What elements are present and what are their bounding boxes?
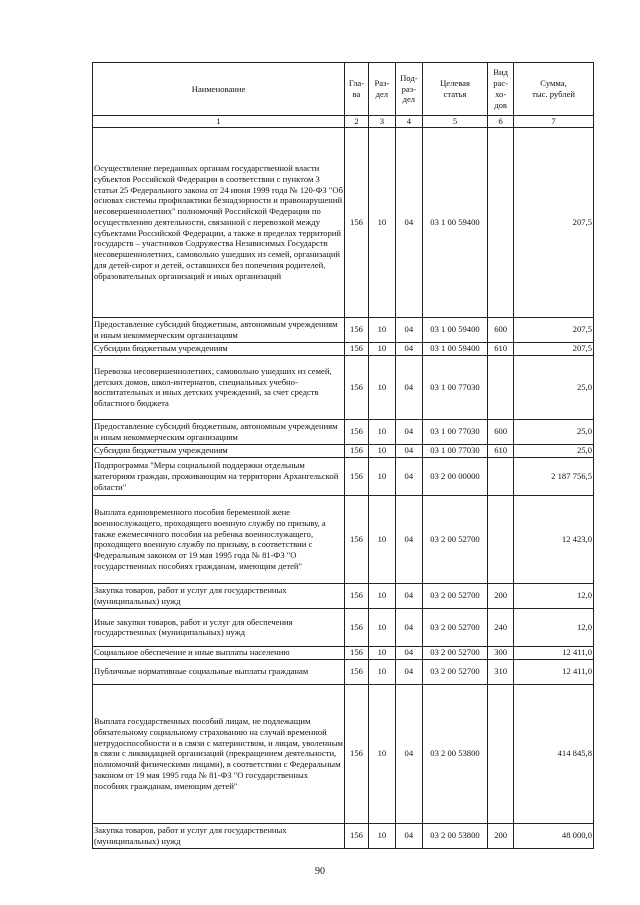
table-header-row [93,63,594,116]
row-subsection: 04 [395,444,422,457]
header-chapter: Гла- ва [345,63,369,116]
row-subsection: 04 [395,646,422,659]
row-name: Перевозка несовершеннолетних, самовольно ушедших из семей, детских домов, школ-интернатов, специальных учебно-воспитательных и иных детских учреждений, за счет средств областного бюджета [93,355,345,419]
row-sum: 25,0 [514,419,594,444]
row-subsection: 04 [395,659,422,684]
row-subsection: 04 [395,317,422,342]
row-subsection: 04 [395,684,422,823]
row-expense-type: 200 [488,583,514,608]
row-subsection: 04 [395,355,422,419]
row-expense-type: 600 [488,419,514,444]
row-subsection: 04 [395,127,422,317]
column-number: 7 [514,116,594,128]
row-sum: 12,0 [514,608,594,646]
row-expense-type: 600 [488,317,514,342]
table-row [93,457,594,495]
row-target: 03 1 00 77030 [422,419,487,444]
row-subsection: 04 [395,583,422,608]
row-name: Закупка товаров, работ и услуг для государственных (муниципальных) нужд [93,823,345,848]
row-target: 03 2 00 53800 [422,684,487,823]
row-chapter: 156 [345,659,369,684]
row-expense-type: 610 [488,444,514,457]
header-target: Целевая статья [422,63,487,116]
row-target: 03 2 00 53800 [422,823,487,848]
header-subsection: Под- раз- дел [395,63,422,116]
row-chapter: 156 [345,355,369,419]
row-target: 03 2 00 00000 [422,457,487,495]
row-chapter: 156 [345,457,369,495]
row-chapter: 156 [345,495,369,583]
column-number: 5 [422,116,487,128]
header-expense-type: Вид рас- хо- дов [488,63,514,116]
row-expense-type: 200 [488,823,514,848]
row-target: 03 2 00 52700 [422,583,487,608]
row-chapter: 156 [345,419,369,444]
header-section: Раз- дел [368,63,395,116]
row-subsection: 04 [395,823,422,848]
row-section: 10 [368,127,395,317]
row-expense-type: 310 [488,659,514,684]
row-target: 03 1 00 59400 [422,317,487,342]
row-target: 03 1 00 59400 [422,342,487,355]
row-target: 03 1 00 77030 [422,355,487,419]
table-row [93,419,594,444]
row-section: 10 [368,444,395,457]
column-number: 2 [345,116,369,128]
row-chapter: 156 [345,646,369,659]
row-chapter: 156 [345,608,369,646]
row-expense-type: 240 [488,608,514,646]
row-section: 10 [368,342,395,355]
row-chapter: 156 [345,317,369,342]
row-sum: 25,0 [514,444,594,457]
row-subsection: 04 [395,457,422,495]
row-name: Предоставление субсидий бюджетным, автономным учреждениям и иным некоммерческим организациям [93,317,345,342]
row-sum: 12 411,0 [514,659,594,684]
row-target: 03 2 00 52700 [422,495,487,583]
row-subsection: 04 [395,608,422,646]
table-row [93,684,594,823]
row-target: 03 1 00 59400 [422,127,487,317]
row-target: 03 1 00 77030 [422,444,487,457]
table-row [93,646,594,659]
row-section: 10 [368,608,395,646]
row-sum: 12 411,0 [514,646,594,659]
row-name: Выплата государственных пособий лицам, не подлежащим обязательному социальному страхованию на случай временной нетрудоспособности и в связи с материнством, и лицам, уволенным в связи с ликвидацией организаций (прекращением деятельности, полномочий физическими лицами), в соответствии с Федеральным законом от 19 мая 1995 года № 81-ФЗ "О государственных пособиях гражданам, имеющим детей" [93,684,345,823]
row-name: Социальное обеспечение и иные выплаты населению [93,646,345,659]
row-sum: 207,5 [514,342,594,355]
row-subsection: 04 [395,419,422,444]
row-chapter: 156 [345,127,369,317]
row-chapter: 156 [345,684,369,823]
row-name: Субсидии бюджетным учреждениям [93,444,345,457]
row-name: Закупка товаров, работ и услуг для государственных (муниципальных) нужд [93,583,345,608]
row-sum: 25,0 [514,355,594,419]
table-row [93,127,594,317]
row-target: 03 2 00 52700 [422,608,487,646]
table-row [93,355,594,419]
row-expense-type: 300 [488,646,514,659]
row-sum: 12 423,0 [514,495,594,583]
row-expense-type [488,457,514,495]
row-subsection: 04 [395,342,422,355]
row-sum: 48 000,0 [514,823,594,848]
row-chapter: 156 [345,444,369,457]
row-expense-type [488,684,514,823]
row-section: 10 [368,495,395,583]
page-number: 90 [315,866,325,877]
row-section: 10 [368,355,395,419]
row-name: Осуществление переданных органам государственной власти субъектов Российской Федерации в соответствии с пунктом 3 статьи 25 Федерального закона от 24 июня 1999 года № 120-ФЗ "Об основах системы профилактики безнадзорности и правонарушений несовершеннолетних" полномочий Российской Федерации по осуществлению деятельности, связанной с перевозкой между субъектами Российской Федерации, а также в пределах территорий государств – участников Содружества Независимых Государств несовершеннолетних, самовольно ушедших из семей, организаций для детей-сирот и детей, оставшихся без попечения родителей, образовательных организаций и иных организаций [93,127,345,317]
row-target: 03 2 00 52700 [422,646,487,659]
budget-table [92,62,594,849]
row-expense-type: 610 [488,342,514,355]
header-name: Наименование [93,63,345,116]
row-sum: 207,5 [514,127,594,317]
row-name: Субсидии бюджетным учреждениям [93,342,345,355]
row-chapter: 156 [345,823,369,848]
row-section: 10 [368,457,395,495]
row-chapter: 156 [345,583,369,608]
row-expense-type [488,355,514,419]
row-section: 10 [368,646,395,659]
table-row [93,342,594,355]
column-number: 4 [395,116,422,128]
column-number: 3 [368,116,395,128]
table-row [93,583,594,608]
column-number: 1 [93,116,345,128]
row-sum: 12,0 [514,583,594,608]
row-name: Выплата единовременного пособия беременной жене военнослужащего, проходящего военную службу по призыву, а также ежемесячного пособия на ребенка военнослужащего, проходящего военную службу по призыву, в соответствии с Федеральным законом от 19 мая 1995 года № 81-ФЗ "О государственных пособиях гражданам, имеющим детей" [93,495,345,583]
row-target: 03 2 00 52700 [422,659,487,684]
row-section: 10 [368,659,395,684]
row-section: 10 [368,823,395,848]
table-row [93,823,594,848]
row-subsection: 04 [395,495,422,583]
row-section: 10 [368,317,395,342]
row-name: Публичные нормативные социальные выплаты гражданам [93,659,345,684]
row-chapter: 156 [345,342,369,355]
row-name: Предоставление субсидий бюджетным, автономным учреждениям и иным некоммерческим организациям [93,419,345,444]
row-sum: 2 187 756,5 [514,457,594,495]
row-sum: 207,5 [514,317,594,342]
row-expense-type [488,495,514,583]
column-numbers-row [93,116,594,128]
row-sum: 414 845,8 [514,684,594,823]
table-row [93,659,594,684]
table-row [93,444,594,457]
column-number: 6 [488,116,514,128]
row-section: 10 [368,684,395,823]
table-row [93,495,594,583]
table-row [93,608,594,646]
header-sum: Сумма, тыс. рублей [514,63,594,116]
row-name: Иные закупки товаров, работ и услуг для обеспечения государственных (муниципальных) нужд [93,608,345,646]
row-section: 10 [368,419,395,444]
row-section: 10 [368,583,395,608]
row-expense-type [488,127,514,317]
table-row [93,317,594,342]
row-name: Подпрограмма "Меры социальной поддержки отдельным категориям граждан, проживающим на территории Архангельской области" [93,457,345,495]
